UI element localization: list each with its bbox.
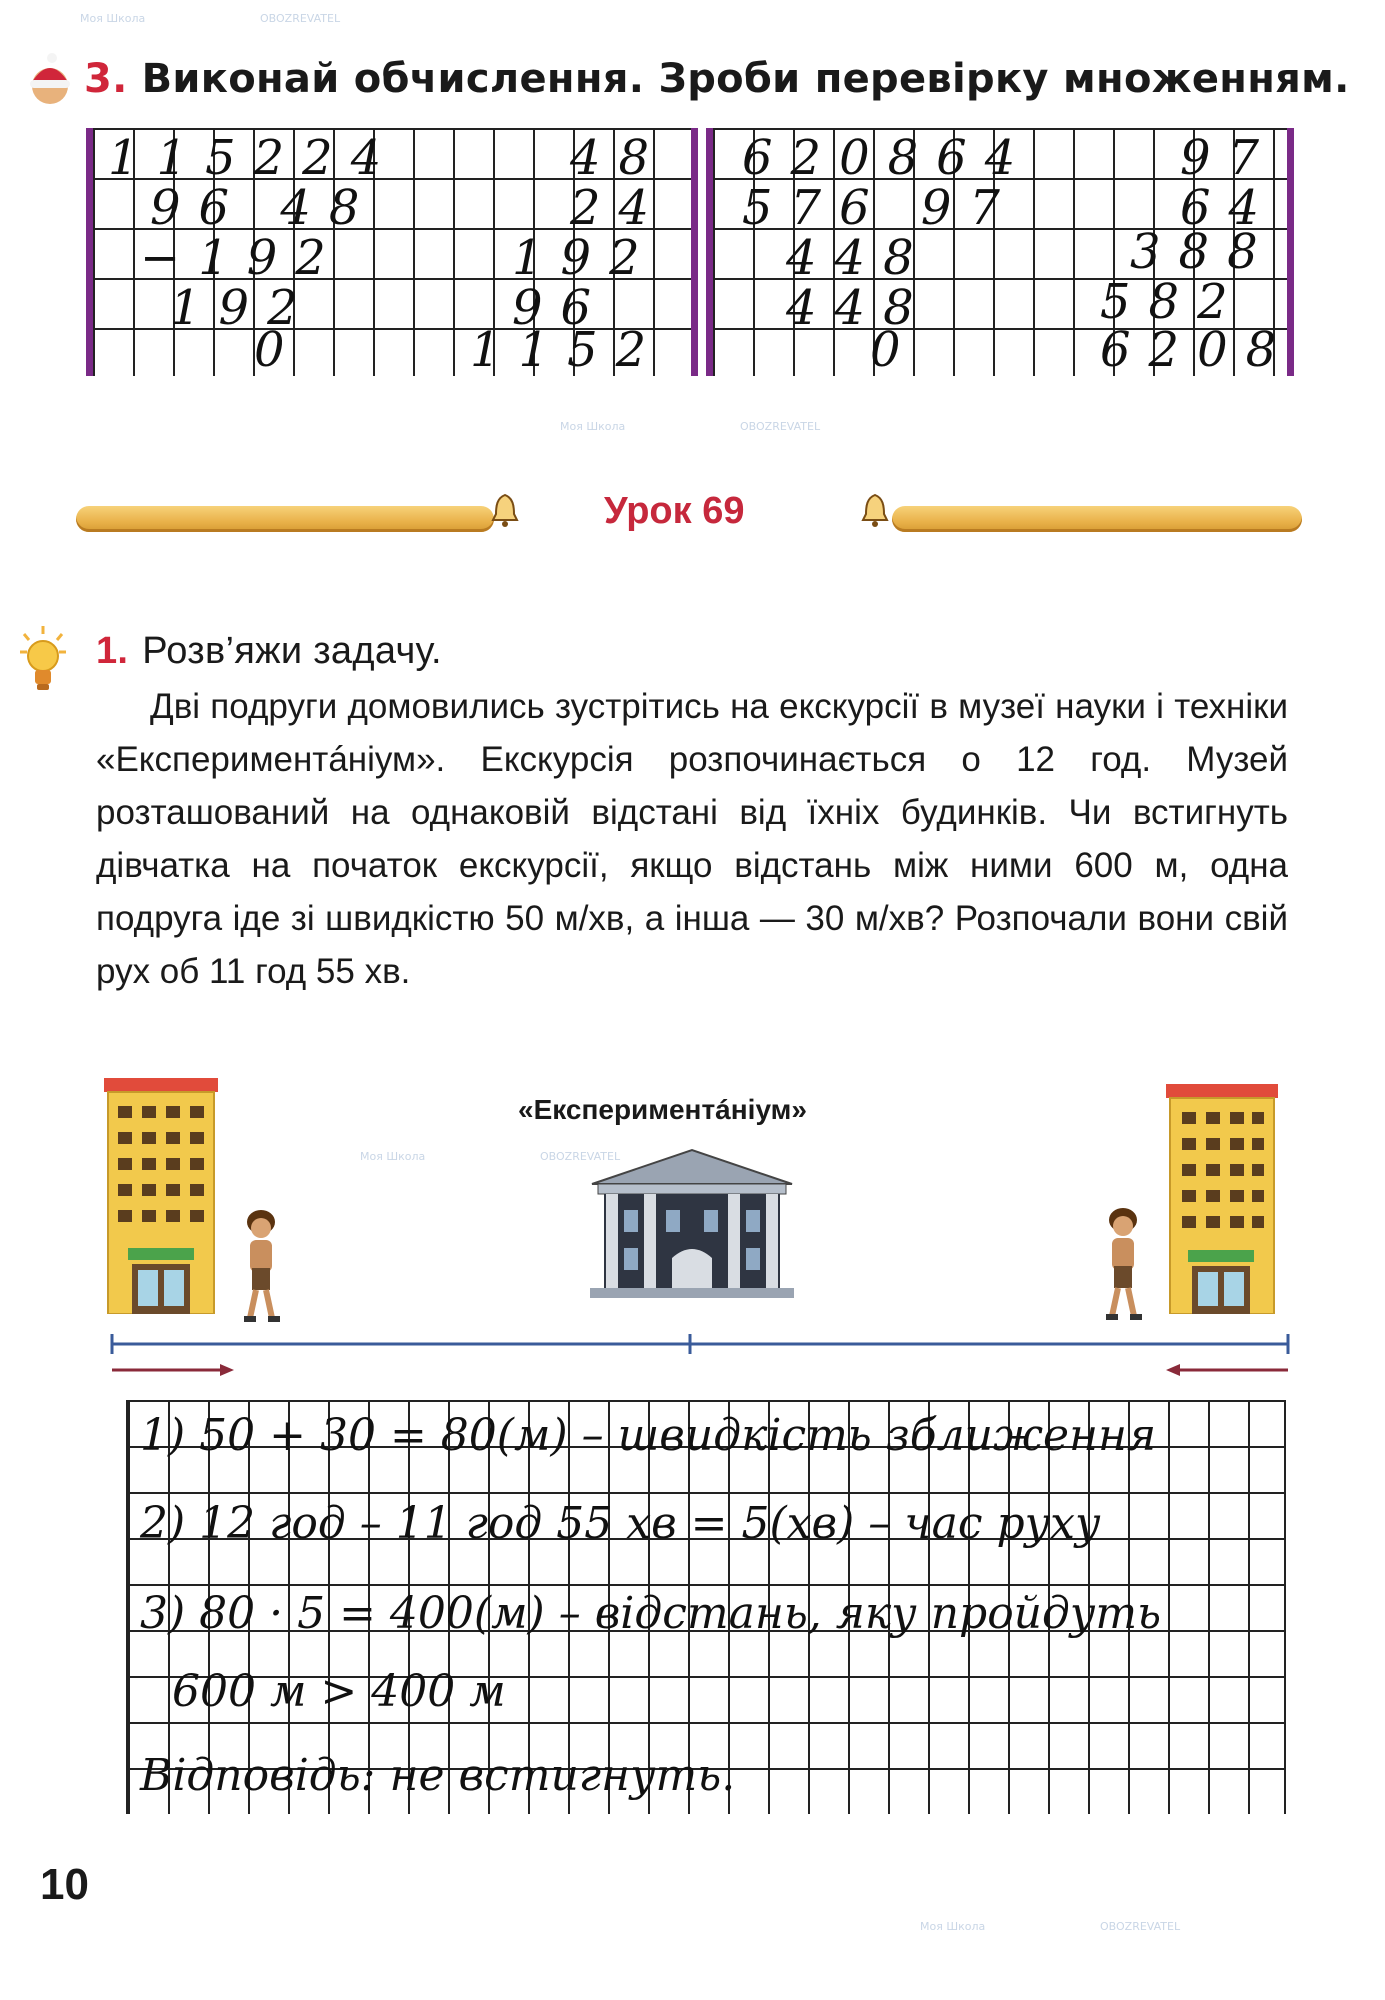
division-row: 448: [786, 280, 932, 336]
answer: Відповідь: не встигнуть.: [140, 1750, 736, 1801]
multiplier: 24: [570, 180, 668, 236]
dividend: 115224: [108, 130, 400, 186]
watermark-text: OBOZREVATEL: [540, 1150, 621, 1163]
scroll-right: [892, 506, 1302, 532]
multiplicand: 48: [570, 130, 668, 186]
watermark-text: Моя Школа: [560, 420, 626, 433]
partial-product: 96: [512, 280, 610, 336]
watermark-text: Моя Школа: [920, 1920, 986, 1933]
watermark-text: Моя Школа: [360, 1150, 426, 1163]
distance-line: [100, 1320, 1300, 1380]
partial-product: 192: [512, 230, 658, 286]
task-paragraph: Дві подруги домовились зустрітись на екскурсії в музеї науки і техніки «Експериментáніум». Екскурсія розпочинається о 12 год. Музей розташований на однаковій відстані від їхніх будинків. Чи встигнуть дівчатка на початок екскурсії, якщо відстань між ними 600 м, одна подруга іде зі швидкістю 50 м/хв, а інша — 30 м/хв? Розпочали вони свій рух об 11 год 55 хв.: [96, 687, 1288, 991]
girl-walking-left: [236, 1206, 286, 1326]
lesson-title: Урок 69: [604, 490, 745, 532]
division-row: 448: [786, 230, 932, 286]
bell-icon: [490, 492, 520, 528]
lightbulb-icon: [18, 624, 68, 696]
division-row: 576 97: [742, 180, 1018, 236]
division-row: 192: [170, 280, 316, 336]
exercise-instruction: Розв’яжи задачу.: [142, 630, 442, 672]
product: 6208: [1100, 322, 1295, 378]
comparison: 600 м > 400 м: [172, 1666, 506, 1717]
watermark-text: Моя Школа: [80, 12, 146, 25]
right-house-building: [1166, 1084, 1278, 1314]
page-number: 10: [40, 1860, 89, 1909]
dividend: 620864: [742, 130, 1034, 186]
scroll-left: [76, 506, 494, 532]
product: 1152: [470, 322, 665, 378]
watermark-text: OBOZREVATEL: [740, 420, 821, 433]
exercise-number: 1.: [96, 630, 129, 672]
solution-step-2: 2) 12 год – 11 год 55 хв = 5(хв) – час руху: [140, 1498, 1101, 1549]
division-remainder: 0: [870, 322, 919, 378]
multiplier: 64: [1180, 180, 1278, 236]
exercise-instruction: Виконай обчислення. Зроби перевірку множенням.: [141, 56, 1350, 102]
division-remainder: 0: [254, 322, 303, 378]
task-text: [96, 680, 1288, 998]
watermark-text: OBOZREVATEL: [260, 12, 341, 25]
exercise-number: 3.: [84, 56, 128, 102]
multiplicand: 97: [1180, 130, 1278, 186]
christmas-hat-icon: [22, 52, 78, 108]
partial-product: 388: [1130, 224, 1276, 280]
bell-icon: [860, 492, 890, 528]
solution-step-3: 3) 80 · 5 = 400(м) – відстань, яку пройдуть: [140, 1588, 1162, 1639]
division-row: 96 48: [150, 180, 378, 236]
museum-label: «Експериментáніум»: [518, 1094, 807, 1125]
division-row: −192: [140, 230, 344, 286]
left-house-building: [104, 1078, 218, 1314]
partial-product: 582: [1100, 274, 1246, 330]
watermark-text: OBOZREVATEL: [1100, 1920, 1181, 1933]
girl-walking-right: [1098, 1204, 1148, 1324]
solution-step-1: 1) 50 + 30 = 80(м) – швидкість зближення: [140, 1410, 1157, 1461]
museum-building: [586, 1148, 798, 1298]
